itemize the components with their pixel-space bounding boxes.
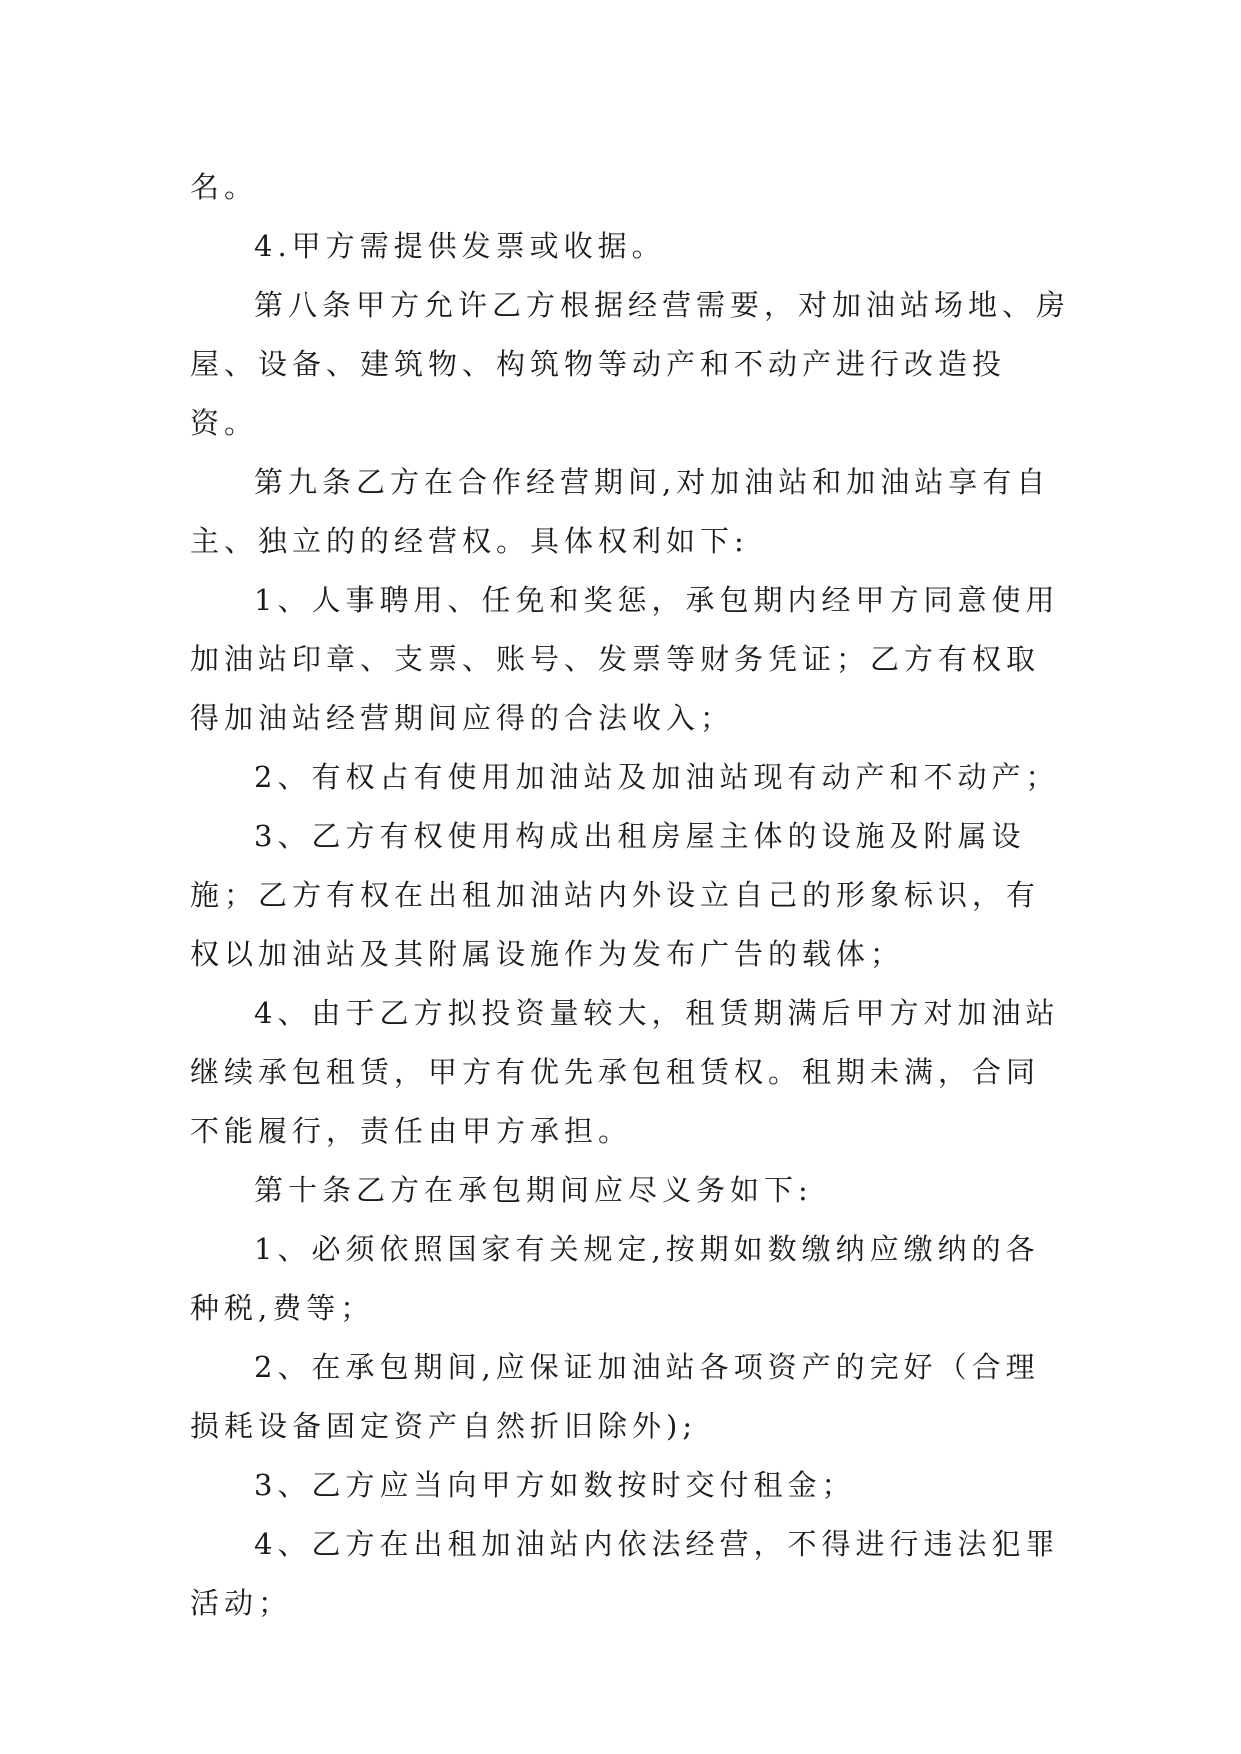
paragraph-article-10-item-2: 2、在承包期间,应保证加油站各项资产的完好（合理损耗设备固定资产自然折旧除外); bbox=[190, 1350, 1040, 1443]
paragraph-article-9-item-2: 2、有权占有使用加油站及加油站现有动产和不动产； bbox=[254, 760, 1060, 794]
paragraph-invoice-clause: 4.甲方需提供发票或收据。 bbox=[254, 229, 666, 263]
paragraph-article-10-item-4: 4、乙方在出租加油站内依法经营，不得进行违法犯罪活动； bbox=[190, 1527, 1060, 1620]
paragraph-article-9-item-3: 3、乙方有权使用构成出租房屋主体的设施及附属设施；乙方有权在出租加油站内外设立自己的形象标识，有权以加油站及其附属设施作为发布广告的载体； bbox=[190, 819, 1041, 971]
paragraph-article-8: 第八条甲方允许乙方根据经营需要，对加油站场地、房屋、设备、建筑物、构筑物等动产和不动产进行改造投资。 bbox=[190, 288, 1071, 440]
paragraph-article-9-item-4: 4、由于乙方拟投资量较大，租赁期满后甲方对加油站继续承包租赁，甲方有优先承包租赁权。租期未满，合同不能履行，责任由甲方承担。 bbox=[190, 996, 1060, 1148]
paragraph-article-9: 第九条乙方在合作经营期间,对加油站和加油站享有自主、独立的的经营权。具体权利如下: bbox=[190, 465, 1051, 558]
paragraph-article-9-item-1: 1、人事聘用、任免和奖惩，承包期内经甲方同意使用加油站印章、支票、账号、发票等财务凭证；乙方有权取得加油站经营期间应得的合法收入； bbox=[190, 583, 1060, 735]
paragraph-article-10-item-1: 1、必须依照国家有关规定,按期如数缴纳应缴纳的各种税,费等； bbox=[190, 1232, 1040, 1325]
paragraph-article-10-item-3: 3、乙方应当向甲方如数按时交付租金； bbox=[254, 1468, 856, 1502]
paragraph-continuation: 名。 bbox=[190, 170, 259, 204]
document-body bbox=[190, 158, 1070, 1633]
paragraph-article-10: 第十条乙方在承包期间应尽义务如下: bbox=[254, 1173, 813, 1207]
